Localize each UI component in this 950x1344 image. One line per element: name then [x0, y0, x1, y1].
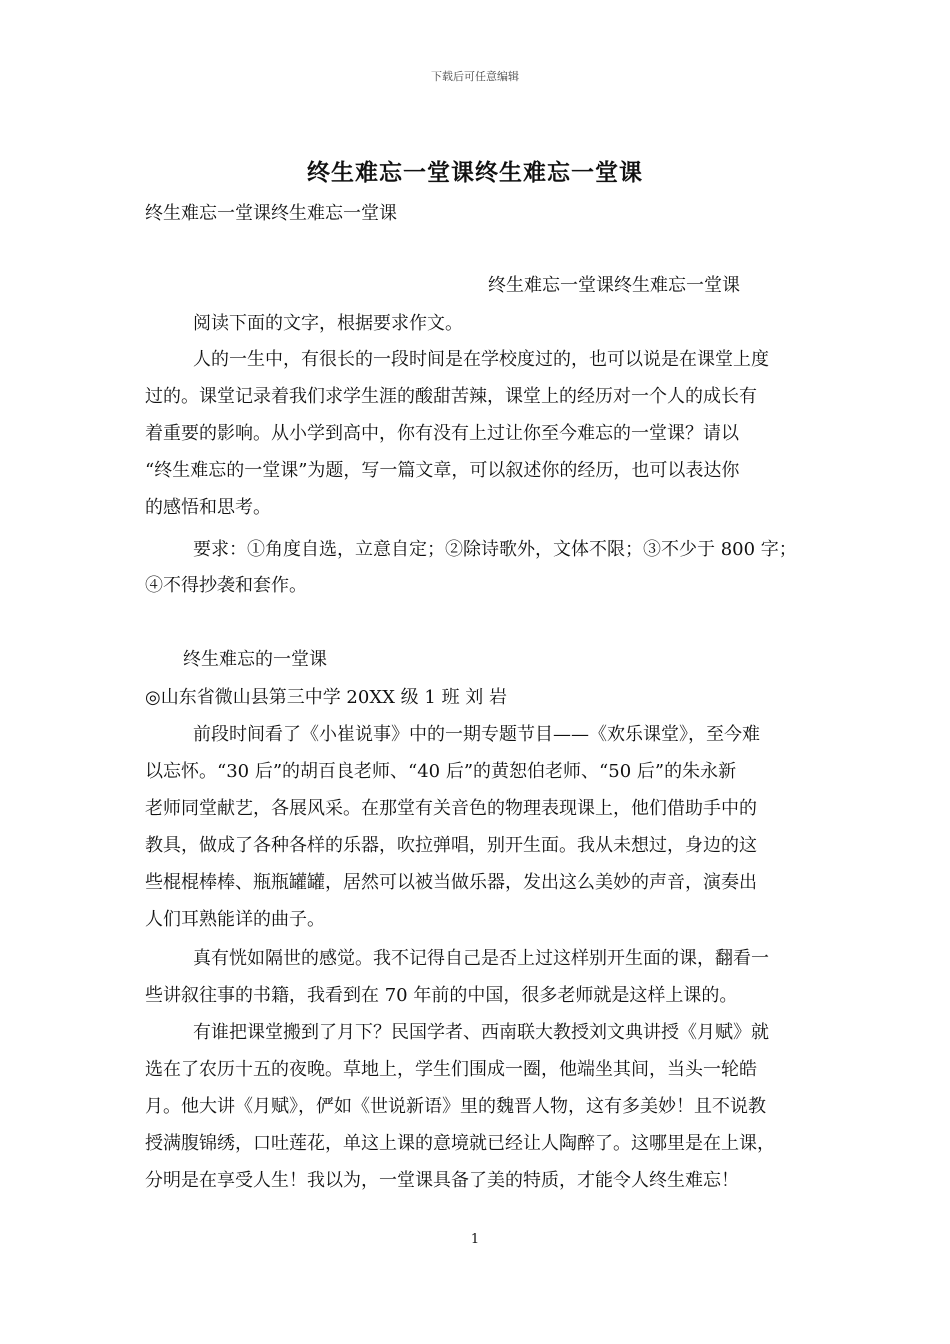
- paragraph-line: 教具，做成了各种各样的乐器，吹拉弹唱，别开生面。我从未想过，身边的这: [145, 835, 757, 856]
- paragraph-line: 真有恍如隔世的感觉。我不记得自己是否上过这样别开生面的课，翻看一: [193, 948, 769, 969]
- paragraph-line: 有谁把课堂搬到了月下？民国学者、西南联大教授刘文典讲授《月赋》就: [193, 1022, 769, 1043]
- paragraph-line: 要求：①角度自选，立意自定；②除诗歌外，文体不限；③不少于 800 字；: [193, 539, 797, 560]
- paragraph-line: 授满腹锦绣，口吐莲花，单这上课的意境就已经让人陶醉了。这哪里是在上课，: [145, 1133, 775, 1154]
- subtitle-right: 终生难忘一堂课终生难忘一堂课: [488, 275, 740, 296]
- paragraph-line: ④不得抄袭和套作。: [145, 575, 307, 596]
- paragraph-line: “终生难忘的一堂课”为题，写一篇文章，可以叙述你的经历，也可以表达你: [145, 460, 740, 481]
- essay-author: ◎山东省微山县第三中学 20XX 级 1 班 刘 岩: [145, 687, 508, 708]
- paragraph-line: 选在了农历十五的夜晚。草地上，学生们围成一圈，他端坐其间，当头一轮皓: [145, 1059, 757, 1080]
- paragraph-line: 分明是在享受人生！我以为，一堂课具备了美的特质，才能令人终生难忘！: [145, 1170, 739, 1191]
- paragraph-line: 些棍棍棒棒、瓶瓶罐罐，居然可以被当做乐器，发出这么美妙的声音，演奏出: [145, 872, 757, 893]
- paragraph-line: 着重要的影响。从小学到高中，你有没有上过让你至今难忘的一堂课？请以: [145, 423, 739, 444]
- header-note: 下载后可任意编辑: [431, 70, 519, 83]
- paragraph-line: 阅读下面的文字，根据要求作文。: [193, 313, 463, 334]
- page-number: 1: [470, 1232, 480, 1247]
- paragraph-line: 人们耳熟能详的曲子。: [145, 909, 325, 930]
- paragraph-line: 以忘怀。“30 后”的胡百良老师、“40 后”的黄恕伯老师、“50 后”的朱永新: [145, 761, 737, 782]
- document-title: 终生难忘一堂课终生难忘一堂课: [307, 159, 643, 186]
- paragraph-line: 人的一生中，有很长的一段时间是在学校度过的，也可以说是在课堂上度: [193, 349, 769, 370]
- subtitle-left: 终生难忘一堂课终生难忘一堂课: [145, 203, 397, 224]
- paragraph-line: 月。他大讲《月赋》，俨如《世说新语》里的魏晋人物，这有多美妙！且不说教: [145, 1096, 766, 1117]
- paragraph-line: 的感悟和思考。: [145, 497, 271, 518]
- paragraph-line: 些讲叙往事的书籍，我看到在 70 年前的中国，很多老师就是这样上课的。: [145, 985, 738, 1006]
- paragraph-line: 前段时间看了《小崔说事》中的一期专题节目——《欢乐课堂》，至今难: [193, 724, 760, 745]
- paragraph-line: 过的。课堂记录着我们求学生涯的酸甜苦辣，课堂上的经历对一个人的成长有: [145, 386, 757, 407]
- essay-title: 终生难忘的一堂课: [183, 649, 327, 670]
- paragraph-line: 老师同堂献艺，各展风采。在那堂有关音色的物理表现课上，他们借助手中的: [145, 798, 757, 819]
